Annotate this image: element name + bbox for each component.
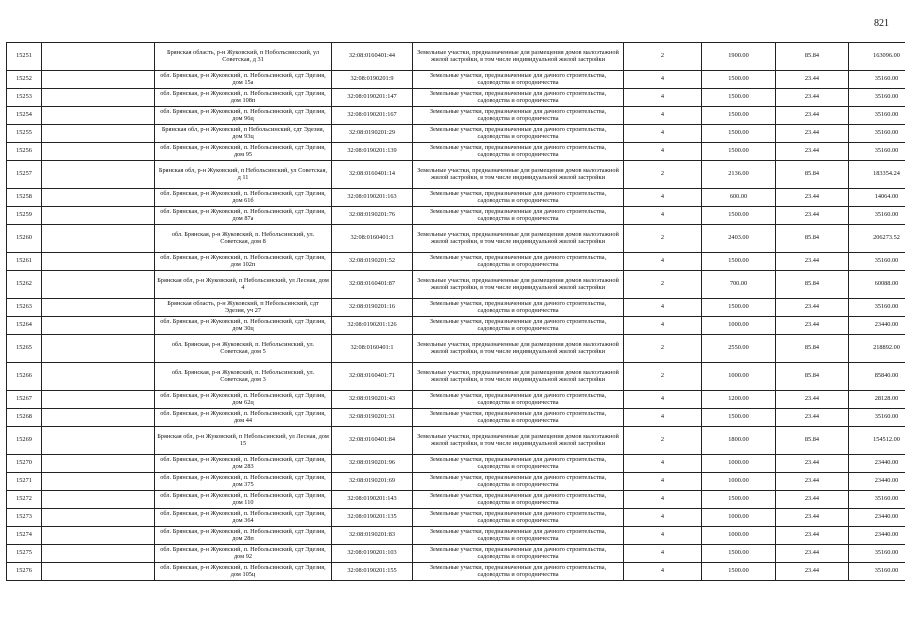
cadastral-value-cell: 23440.00 <box>849 509 905 527</box>
cadastral-value-cell: 85840.00 <box>849 363 905 391</box>
land-use-cell: Земельные участки, предназначенные для размещения домов малоэтажной жилой застройки, в том числе индивидуальной жилой застройки <box>413 335 624 363</box>
table-row <box>7 207 905 225</box>
price-cell: 23.44 <box>776 89 849 107</box>
cadastral-number-cell: 32:08:0160401:84 <box>332 427 413 455</box>
table-row <box>7 491 905 509</box>
price-cell: 85.84 <box>776 271 849 299</box>
price-cell: 23.44 <box>776 143 849 161</box>
price-cell: 23.44 <box>776 253 849 271</box>
cadastral-number-cell: 32:08:0190201:143 <box>332 491 413 509</box>
price-cell: 23.44 <box>776 491 849 509</box>
category-cell: 4 <box>624 189 702 207</box>
category-cell: 2 <box>624 43 702 71</box>
area-cell: 1800.00 <box>702 427 776 455</box>
land-use-cell: Земельные участки, предназначенные для размещения домов малоэтажной жилой застройки, в том числе индивидуальной жилой застройки <box>413 271 624 299</box>
area-cell: 700.00 <box>702 271 776 299</box>
price-cell: 23.44 <box>776 473 849 491</box>
cadastral-value-cell: 23440.00 <box>849 527 905 545</box>
cadastral-value-cell: 206273.52 <box>849 225 905 253</box>
land-use-cell: Земельные участки, предназначенные для дачного строительства, садоводства и огородничества <box>413 509 624 527</box>
cadastral-number-cell: 32:08:0190201:52 <box>332 253 413 271</box>
empty-cell <box>42 143 155 161</box>
area-cell: 1500.00 <box>702 299 776 317</box>
empty-cell <box>42 455 155 473</box>
cadastral-number-cell: 32:08:0190201:83 <box>332 527 413 545</box>
empty-cell <box>42 271 155 299</box>
cadastral-number-cell: 32:08:0160401:14 <box>332 161 413 189</box>
area-cell: 1000.00 <box>702 509 776 527</box>
category-cell: 4 <box>624 299 702 317</box>
empty-cell <box>42 89 155 107</box>
category-cell: 4 <box>624 455 702 473</box>
row-number: 15266 <box>7 363 42 391</box>
price-cell: 23.44 <box>776 409 849 427</box>
area-cell: 1500.00 <box>702 107 776 125</box>
area-cell: 1500.00 <box>702 563 776 581</box>
category-cell: 2 <box>624 427 702 455</box>
table-row <box>7 455 905 473</box>
category-cell: 4 <box>624 391 702 409</box>
land-use-cell: Земельные участки, предназначенные для дачного строительства, садоводства и огородничества <box>413 143 624 161</box>
table-row <box>7 161 905 189</box>
address-cell: обл. Брянская, р-н Жуковский, п. Небольсинский, сдт Эдезия, дом 96ц <box>155 107 332 125</box>
row-number: 15268 <box>7 409 42 427</box>
cadastral-value-cell: 14064.00 <box>849 189 905 207</box>
price-cell: 23.44 <box>776 527 849 545</box>
cadastral-number-cell: 32:08:0190201:9 <box>332 71 413 89</box>
land-use-cell: Земельные участки, предназначенные для дачного строительства, садоводства и огородничества <box>413 189 624 207</box>
table-row <box>7 563 905 581</box>
empty-cell <box>42 161 155 189</box>
address-cell: обл. Брянская, р-н Жуковский, п. Небольсинский, сдт Эдезия, дом 364 <box>155 509 332 527</box>
table-row <box>7 335 905 363</box>
land-use-cell: Земельные участки, предназначенные для размещения домов малоэтажной жилой застройки, в том числе индивидуальной жилой застройки <box>413 161 624 189</box>
area-cell: 1500.00 <box>702 545 776 563</box>
price-cell: 23.44 <box>776 317 849 335</box>
cadastral-number-cell: 32:08:0190201:139 <box>332 143 413 161</box>
empty-cell <box>42 43 155 71</box>
category-cell: 4 <box>624 143 702 161</box>
empty-cell <box>42 427 155 455</box>
row-number: 15261 <box>7 253 42 271</box>
empty-cell <box>42 253 155 271</box>
table-row <box>7 189 905 207</box>
category-cell: 4 <box>624 491 702 509</box>
row-number: 15265 <box>7 335 42 363</box>
empty-cell <box>42 317 155 335</box>
cadastral-number-cell: 32:08:0190201:167 <box>332 107 413 125</box>
cadastral-number-cell: 32:08:0190201:76 <box>332 207 413 225</box>
empty-cell <box>42 509 155 527</box>
row-number: 15262 <box>7 271 42 299</box>
empty-cell <box>42 409 155 427</box>
row-number: 15273 <box>7 509 42 527</box>
empty-cell <box>42 473 155 491</box>
land-use-cell: Земельные участки, предназначенные для размещения домов малоэтажной жилой застройки, в том числе индивидуальной жилой застройки <box>413 427 624 455</box>
empty-cell <box>42 363 155 391</box>
row-number: 15257 <box>7 161 42 189</box>
row-number: 15271 <box>7 473 42 491</box>
empty-cell <box>42 335 155 363</box>
cadastral-number-cell: 32:08:0190201:103 <box>332 545 413 563</box>
cadastral-number-cell: 32:08:0190201:16 <box>332 299 413 317</box>
cadastral-value-cell: 23440.00 <box>849 317 905 335</box>
row-number: 15260 <box>7 225 42 253</box>
table-row <box>7 363 905 391</box>
table-row <box>7 107 905 125</box>
empty-cell <box>42 225 155 253</box>
category-cell: 4 <box>624 409 702 427</box>
land-use-cell: Земельные участки, предназначенные для дачного строительства, садоводства и огородничества <box>413 107 624 125</box>
cadastral-value-cell: 35160.00 <box>849 207 905 225</box>
area-cell: 1900.00 <box>702 43 776 71</box>
area-cell: 1500.00 <box>702 143 776 161</box>
cadastral-value-cell: 35160.00 <box>849 491 905 509</box>
area-cell: 1500.00 <box>702 409 776 427</box>
land-use-cell: Земельные участки, предназначенные для дачного строительства, садоводства и огородничества <box>413 409 624 427</box>
address-cell: Брянская обл, р-н Жуковский, п Небольсинский, ул Лесная, дом 15 <box>155 427 332 455</box>
cadastral-value-cell: 218892.00 <box>849 335 905 363</box>
category-cell: 4 <box>624 527 702 545</box>
address-cell: обл. Брянская, р-н Жуковский, п. Небольсинский, сдт Эдезия, дом 15а <box>155 71 332 89</box>
land-use-cell: Земельные участки, предназначенные для дачного строительства, садоводства и огородничества <box>413 299 624 317</box>
land-use-cell: Земельные участки, предназначенные для дачного строительства, садоводства и огородничества <box>413 391 624 409</box>
cadastral-number-cell: 32:08:0190201:43 <box>332 391 413 409</box>
area-cell: 1500.00 <box>702 89 776 107</box>
empty-cell <box>42 527 155 545</box>
price-cell: 23.44 <box>776 391 849 409</box>
price-cell: 85.84 <box>776 43 849 71</box>
row-number: 15254 <box>7 107 42 125</box>
area-cell: 1500.00 <box>702 491 776 509</box>
area-cell: 1000.00 <box>702 317 776 335</box>
area-cell: 2403.00 <box>702 225 776 253</box>
land-use-cell: Земельные участки, предназначенные для дачного строительства, садоводства и огородничества <box>413 207 624 225</box>
cadastral-value-cell: 35160.00 <box>849 299 905 317</box>
page-number: 821 <box>874 18 889 29</box>
category-cell: 4 <box>624 563 702 581</box>
address-cell: обл. Брянская, р-н Жуковский, п. Небольсинский, сдт Эдезия, дом 28п <box>155 527 332 545</box>
table-row <box>7 225 905 253</box>
land-use-cell: Земельные участки, предназначенные для дачного строительства, садоводства и огородничества <box>413 563 624 581</box>
area-cell: 1000.00 <box>702 527 776 545</box>
area-cell: 2136.00 <box>702 161 776 189</box>
area-cell: 1000.00 <box>702 455 776 473</box>
land-use-cell: Земельные участки, предназначенные для дачного строительства, садоводства и огородничества <box>413 71 624 89</box>
area-cell: 1000.00 <box>702 363 776 391</box>
land-registry-table <box>6 42 905 581</box>
land-use-cell: Земельные участки, предназначенные для размещения домов малоэтажной жилой застройки, в том числе индивидуальной жилой застройки <box>413 43 624 71</box>
row-number: 15263 <box>7 299 42 317</box>
category-cell: 4 <box>624 545 702 563</box>
empty-cell <box>42 71 155 89</box>
cadastral-value-cell: 35160.00 <box>849 563 905 581</box>
table-row <box>7 71 905 89</box>
address-cell: обл. Брянская, р-н Жуковский, п. Небольсинский, сдт Эдезия, дом 92 <box>155 545 332 563</box>
address-cell: обл. Брянская, р-н Жуковский, п. Небольсинский, сдт Эдезия, дом 283 <box>155 455 332 473</box>
table-row <box>7 427 905 455</box>
cadastral-number-cell: 32:08:0190201:155 <box>332 563 413 581</box>
area-cell: 1500.00 <box>702 253 776 271</box>
address-cell: обл. Брянская, р-н Жуковский, п. Небольсинский, сдт Эдезия, дом 108п <box>155 89 332 107</box>
category-cell: 4 <box>624 509 702 527</box>
category-cell: 4 <box>624 89 702 107</box>
cadastral-value-cell: 35160.00 <box>849 545 905 563</box>
row-number: 15275 <box>7 545 42 563</box>
land-use-cell: Земельные участки, предназначенные для размещения домов малоэтажной жилой застройки, в том числе индивидуальной жилой застройки <box>413 363 624 391</box>
cadastral-value-cell: 23440.00 <box>849 473 905 491</box>
address-cell: обл. Брянская, р-н Жуковский, п. Небольсинский, сдт Эдезия, дом 62ц <box>155 391 332 409</box>
address-cell: обл. Брянская, р-н Жуковский, п. Небольсинский, сдт Эдезия, дом 95 <box>155 143 332 161</box>
land-use-cell: Земельные участки, предназначенные для дачного строительства, садоводства и огородничества <box>413 317 624 335</box>
price-cell: 85.84 <box>776 225 849 253</box>
cadastral-number-cell: 32:08:0190201:163 <box>332 189 413 207</box>
category-cell: 4 <box>624 125 702 143</box>
category-cell: 2 <box>624 271 702 299</box>
cadastral-number-cell: 32:08:0190201:69 <box>332 473 413 491</box>
table-row <box>7 299 905 317</box>
address-cell: обл. Брянская, р-н Жуковский, п. Небольсинский, ул. Советская, дом 5 <box>155 335 332 363</box>
cadastral-value-cell: 35160.00 <box>849 89 905 107</box>
row-number: 15258 <box>7 189 42 207</box>
row-number: 15251 <box>7 43 42 71</box>
empty-cell <box>42 125 155 143</box>
area-cell: 2550.00 <box>702 335 776 363</box>
empty-cell <box>42 107 155 125</box>
address-cell: обл. Брянская, р-н Жуковский, п. Небольсинский, ул. Советская, дом 3 <box>155 363 332 391</box>
cadastral-number-cell: 32:08:0190201:147 <box>332 89 413 107</box>
area-cell: 1500.00 <box>702 125 776 143</box>
empty-cell <box>42 491 155 509</box>
address-cell: Брянская обл, р-н Жуковский, п Небольсинский, сдт Эдезия, дом 93ц <box>155 125 332 143</box>
category-cell: 4 <box>624 107 702 125</box>
cadastral-value-cell: 35160.00 <box>849 253 905 271</box>
address-cell: обл. Брянская, р-н Жуковский, п. Небольсинский, сдт Эдезия, дом 105ц <box>155 563 332 581</box>
cadastral-number-cell: 32:08:0160401:3 <box>332 225 413 253</box>
category-cell: 4 <box>624 207 702 225</box>
land-use-cell: Земельные участки, предназначенные для размещения домов малоэтажной жилой застройки, в том числе индивидуальной жилой застройки <box>413 225 624 253</box>
category-cell: 4 <box>624 317 702 335</box>
price-cell: 23.44 <box>776 299 849 317</box>
price-cell: 85.84 <box>776 161 849 189</box>
row-number: 15255 <box>7 125 42 143</box>
row-number: 15267 <box>7 391 42 409</box>
cadastral-value-cell: 60088.00 <box>849 271 905 299</box>
row-number: 15269 <box>7 427 42 455</box>
cadastral-number-cell: 32:08:0190201:135 <box>332 509 413 527</box>
category-cell: 2 <box>624 225 702 253</box>
category-cell: 4 <box>624 473 702 491</box>
table-row <box>7 509 905 527</box>
cadastral-value-cell: 35160.00 <box>849 107 905 125</box>
table-row <box>7 253 905 271</box>
address-cell: Брянская обл, р-н Жуковский, п Небольсинский, ул Советская, д 11 <box>155 161 332 189</box>
cadastral-value-cell: 163096.00 <box>849 43 905 71</box>
area-cell: 1200.00 <box>702 391 776 409</box>
table-row <box>7 545 905 563</box>
land-use-cell: Земельные участки, предназначенные для дачного строительства, садоводства и огородничества <box>413 253 624 271</box>
table-row <box>7 143 905 161</box>
row-number: 15276 <box>7 563 42 581</box>
price-cell: 85.84 <box>776 363 849 391</box>
empty-cell <box>42 299 155 317</box>
area-cell: 1000.00 <box>702 473 776 491</box>
category-cell: 2 <box>624 161 702 189</box>
cadastral-value-cell: 23440.00 <box>849 455 905 473</box>
category-cell: 4 <box>624 253 702 271</box>
empty-cell <box>42 189 155 207</box>
address-cell: Брянская область, р-н Жуковский, п Ноболъсвисский, ул Советская, д 31 <box>155 43 332 71</box>
price-cell: 23.44 <box>776 125 849 143</box>
price-cell: 23.44 <box>776 545 849 563</box>
land-use-cell: Земельные участки, предназначенные для дачного строительства, садоводства и огородничества <box>413 491 624 509</box>
cadastral-value-cell: 35160.00 <box>849 409 905 427</box>
land-use-cell: Земельные участки, предназначенные для дачного строительства, садоводства и огородничества <box>413 545 624 563</box>
land-use-cell: Земельные участки, предназначенные для дачного строительства, садоводства и огородничества <box>413 473 624 491</box>
address-cell: обл. Брянская, р-н Жуковский, п. Небольсинский, сдт Эдезия, дом 61б <box>155 189 332 207</box>
row-number: 15259 <box>7 207 42 225</box>
row-number: 15252 <box>7 71 42 89</box>
price-cell: 23.44 <box>776 189 849 207</box>
cadastral-number-cell: 32:08:0160401:71 <box>332 363 413 391</box>
table-row <box>7 317 905 335</box>
price-cell: 23.44 <box>776 563 849 581</box>
price-cell: 23.44 <box>776 107 849 125</box>
cadastral-number-cell: 32:08:0190201:126 <box>332 317 413 335</box>
empty-cell <box>42 391 155 409</box>
price-cell: 23.44 <box>776 71 849 89</box>
area-cell: 600.00 <box>702 189 776 207</box>
cadastral-value-cell: 35160.00 <box>849 143 905 161</box>
price-cell: 23.44 <box>776 455 849 473</box>
table-row <box>7 409 905 427</box>
category-cell: 2 <box>624 363 702 391</box>
cadastral-value-cell: 183354.24 <box>849 161 905 189</box>
land-use-cell: Земельные участки, предназначенные для дачного строительства, садоводства и огородничества <box>413 527 624 545</box>
table-row <box>7 43 905 71</box>
row-number: 15272 <box>7 491 42 509</box>
table-row <box>7 125 905 143</box>
cadastral-value-cell: 154512.00 <box>849 427 905 455</box>
row-number: 15253 <box>7 89 42 107</box>
address-cell: обл. Брянская, р-н Жуковский, п. Небольсинский, сдт Эдезия, дом 87а <box>155 207 332 225</box>
address-cell: обл. Брянская, р-н Жуковский, п. Небольсинский, сдт Эдезия, дом 102п <box>155 253 332 271</box>
row-number: 15256 <box>7 143 42 161</box>
empty-cell <box>42 563 155 581</box>
cadastral-number-cell: 32:08:0160401:87 <box>332 271 413 299</box>
row-number: 15270 <box>7 455 42 473</box>
cadastral-number-cell: 32:08:0190201:96 <box>332 455 413 473</box>
address-cell: обл. Брянская, р-н Жуковский, п. Небольсинский, сдт Эдезия, дом 110 <box>155 491 332 509</box>
table-row <box>7 391 905 409</box>
address-cell: обл. Брянская, р-н Жуковский, п. Небольсинский, сдт Эдезия, дом 44 <box>155 409 332 427</box>
price-cell: 23.44 <box>776 207 849 225</box>
land-use-cell: Земельные участки, предназначенные для дачного строительства, садоводства и огородничества <box>413 125 624 143</box>
cadastral-number-cell: 32:08:0190201:31 <box>332 409 413 427</box>
land-use-cell: Земельные участки, предназначенные для дачного строительства, садоводства и огородничества <box>413 89 624 107</box>
category-cell: 2 <box>624 335 702 363</box>
address-cell: Брянская обл, р-н Жуковский, п Небольсинский, ул Лесная, дом 4 <box>155 271 332 299</box>
cadastral-number-cell: 32:08:0160401:44 <box>332 43 413 71</box>
area-cell: 1500.00 <box>702 207 776 225</box>
table-row <box>7 473 905 491</box>
address-cell: обл. Брянская, р-н Жуковский, п. Небольсинский, сдт Эдезия, дом 375 <box>155 473 332 491</box>
price-cell: 85.84 <box>776 335 849 363</box>
address-cell: обл. Брянская, р-н Жуковский, п. Небольсинский, сдт Эдезия, дом 30ц <box>155 317 332 335</box>
row-number: 15264 <box>7 317 42 335</box>
address-cell: Брянская область, р-н Жуковский, п Небольсинский, сдт Эдезия, уч 27 <box>155 299 332 317</box>
category-cell: 4 <box>624 71 702 89</box>
cadastral-number-cell: 32:08:0160401:1 <box>332 335 413 363</box>
price-cell: 23.44 <box>776 509 849 527</box>
cadastral-value-cell: 35160.00 <box>849 71 905 89</box>
land-use-cell: Земельные участки, предназначенные для дачного строительства, садоводства и огородничества <box>413 455 624 473</box>
cadastral-value-cell: 35160.00 <box>849 125 905 143</box>
address-cell: обл. Брянская, р-н Жуковский, п. Небольсинский, ул. Советская, дом 8 <box>155 225 332 253</box>
empty-cell <box>42 207 155 225</box>
price-cell: 85.84 <box>776 427 849 455</box>
table-row <box>7 527 905 545</box>
empty-cell <box>42 545 155 563</box>
cadastral-value-cell: 28128.00 <box>849 391 905 409</box>
row-number: 15274 <box>7 527 42 545</box>
area-cell: 1500.00 <box>702 71 776 89</box>
table-row <box>7 271 905 299</box>
cadastral-number-cell: 32:08:0190201:29 <box>332 125 413 143</box>
table-row <box>7 89 905 107</box>
